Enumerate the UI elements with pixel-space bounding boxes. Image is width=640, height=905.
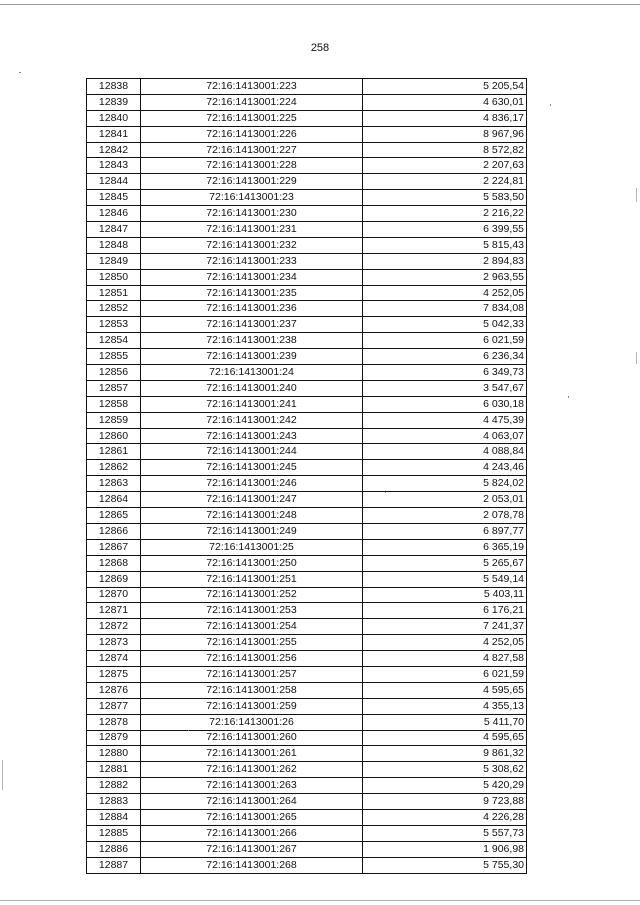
- cadastral-number-cell: 72:16:1413001:254: [141, 619, 363, 635]
- row-number-cell: 12873: [87, 635, 141, 651]
- table-row: [87, 539, 527, 555]
- row-number-cell: 12843: [87, 158, 141, 174]
- table-row: [87, 444, 527, 460]
- area-value-cell: 6 021,59: [363, 333, 527, 349]
- area-value-cell: 2 894,83: [363, 253, 527, 269]
- cadastral-number-cell: 72:16:1413001:248: [141, 508, 363, 524]
- row-number-cell: 12848: [87, 237, 141, 253]
- row-number-cell: 12842: [87, 142, 141, 158]
- row-number-cell: 12885: [87, 825, 141, 841]
- table-row: [87, 555, 527, 571]
- table-row: [87, 142, 527, 158]
- row-number-cell: 12882: [87, 778, 141, 794]
- area-value-cell: 4 836,17: [363, 110, 527, 126]
- table-row: [87, 317, 527, 333]
- row-number-cell: 12844: [87, 174, 141, 190]
- area-value-cell: 4 595,65: [363, 682, 527, 698]
- area-value-cell: 2 207,63: [363, 158, 527, 174]
- cadastral-register-table: [86, 78, 527, 874]
- row-number-cell: 12856: [87, 365, 141, 381]
- cadastral-number-cell: 72:16:1413001:253: [141, 603, 363, 619]
- area-value-cell: 4 595,65: [363, 730, 527, 746]
- table-row: [87, 762, 527, 778]
- table-row: [87, 809, 527, 825]
- area-value-cell: 6 236,34: [363, 349, 527, 365]
- table-row: [87, 571, 527, 587]
- table-row: [87, 380, 527, 396]
- cadastral-number-cell: 72:16:1413001:249: [141, 523, 363, 539]
- area-value-cell: 4 063,07: [363, 428, 527, 444]
- row-number-cell: 12861: [87, 444, 141, 460]
- row-number-cell: 12887: [87, 857, 141, 873]
- area-value-cell: 2 078,78: [363, 508, 527, 524]
- table-row: [87, 603, 527, 619]
- cadastral-number-cell: 72:16:1413001:231: [141, 222, 363, 238]
- area-value-cell: 6 399,55: [363, 222, 527, 238]
- cadastral-number-cell: 72:16:1413001:265: [141, 809, 363, 825]
- table-row: [87, 714, 527, 730]
- table-row: [87, 428, 527, 444]
- scan-speck: [188, 730, 189, 731]
- row-number-cell: 12840: [87, 110, 141, 126]
- area-value-cell: 6 365,19: [363, 539, 527, 555]
- table-row: [87, 94, 527, 110]
- table-row: [87, 682, 527, 698]
- area-value-cell: 3 547,67: [363, 380, 527, 396]
- row-number-cell: 12847: [87, 222, 141, 238]
- cadastral-number-cell: 72:16:1413001:238: [141, 333, 363, 349]
- area-value-cell: 6 021,59: [363, 666, 527, 682]
- table-row: [87, 794, 527, 810]
- scan-edge-mark: [636, 188, 637, 202]
- cadastral-number-cell: 72:16:1413001:26: [141, 714, 363, 730]
- cadastral-number-cell: 72:16:1413001:226: [141, 126, 363, 142]
- table-row: [87, 619, 527, 635]
- row-number-cell: 12860: [87, 428, 141, 444]
- row-number-cell: 12876: [87, 682, 141, 698]
- row-number-cell: 12865: [87, 508, 141, 524]
- cadastral-number-cell: 72:16:1413001:24: [141, 365, 363, 381]
- table-row: [87, 492, 527, 508]
- cadastral-number-cell: 72:16:1413001:263: [141, 778, 363, 794]
- cadastral-number-cell: 72:16:1413001:262: [141, 762, 363, 778]
- row-number-cell: 12849: [87, 253, 141, 269]
- cadastral-number-cell: 72:16:1413001:257: [141, 666, 363, 682]
- row-number-cell: 12858: [87, 396, 141, 412]
- row-number-cell: 12883: [87, 794, 141, 810]
- scan-speck: [385, 492, 386, 493]
- area-value-cell: 7 834,08: [363, 301, 527, 317]
- table-row: [87, 333, 527, 349]
- area-value-cell: 5 815,43: [363, 237, 527, 253]
- row-number-cell: 12857: [87, 380, 141, 396]
- area-value-cell: 5 557,73: [363, 825, 527, 841]
- table-row: [87, 746, 527, 762]
- row-number-cell: 12839: [87, 94, 141, 110]
- cadastral-number-cell: 72:16:1413001:266: [141, 825, 363, 841]
- area-value-cell: 5 308,62: [363, 762, 527, 778]
- area-value-cell: 4 355,13: [363, 698, 527, 714]
- area-value-cell: 5 420,29: [363, 778, 527, 794]
- table-row: [87, 158, 527, 174]
- cadastral-number-cell: 72:16:1413001:229: [141, 174, 363, 190]
- cadastral-number-cell: 72:16:1413001:258: [141, 682, 363, 698]
- scan-edge-mark: [2, 760, 3, 790]
- row-number-cell: 12841: [87, 126, 141, 142]
- cadastral-number-cell: 72:16:1413001:228: [141, 158, 363, 174]
- table-row: [87, 174, 527, 190]
- row-number-cell: 12867: [87, 539, 141, 555]
- cadastral-number-cell: 72:16:1413001:256: [141, 651, 363, 667]
- table-row: [87, 110, 527, 126]
- row-number-cell: 12854: [87, 333, 141, 349]
- area-value-cell: 4 252,05: [363, 285, 527, 301]
- scan-top-edge-line: [0, 4, 640, 5]
- scan-bottom-edge-line: [0, 900, 640, 901]
- cadastral-number-cell: 72:16:1413001:251: [141, 571, 363, 587]
- row-number-cell: 12853: [87, 317, 141, 333]
- row-number-cell: 12881: [87, 762, 141, 778]
- area-value-cell: 6 176,21: [363, 603, 527, 619]
- row-number-cell: 12866: [87, 523, 141, 539]
- area-value-cell: 2 963,55: [363, 269, 527, 285]
- table-row: [87, 190, 527, 206]
- area-value-cell: 5 583,50: [363, 190, 527, 206]
- scan-edge-mark: [636, 352, 637, 364]
- table-row: [87, 635, 527, 651]
- area-value-cell: 2 053,01: [363, 492, 527, 508]
- table-row: [87, 778, 527, 794]
- row-number-cell: 12852: [87, 301, 141, 317]
- area-value-cell: 4 088,84: [363, 444, 527, 460]
- row-number-cell: 12850: [87, 269, 141, 285]
- row-number-cell: 12879: [87, 730, 141, 746]
- area-value-cell: 8 572,82: [363, 142, 527, 158]
- row-number-cell: 12863: [87, 476, 141, 492]
- table-row: [87, 587, 527, 603]
- scan-speck: [550, 104, 551, 106]
- area-value-cell: 2 216,22: [363, 206, 527, 222]
- area-value-cell: 2 224,81: [363, 174, 527, 190]
- table-row: [87, 126, 527, 142]
- table-row: [87, 301, 527, 317]
- table-row: [87, 365, 527, 381]
- table-row: [87, 651, 527, 667]
- row-number-cell: 12871: [87, 603, 141, 619]
- row-number-cell: 12864: [87, 492, 141, 508]
- area-value-cell: 4 630,01: [363, 94, 527, 110]
- row-number-cell: 12880: [87, 746, 141, 762]
- area-value-cell: 5 755,30: [363, 857, 527, 873]
- cadastral-number-cell: 72:16:1413001:250: [141, 555, 363, 571]
- table-row: [87, 412, 527, 428]
- row-number-cell: 12874: [87, 651, 141, 667]
- cadastral-number-cell: 72:16:1413001:252: [141, 587, 363, 603]
- row-number-cell: 12884: [87, 809, 141, 825]
- cadastral-number-cell: 72:16:1413001:255: [141, 635, 363, 651]
- row-number-cell: 12870: [87, 587, 141, 603]
- row-number-cell: 12878: [87, 714, 141, 730]
- area-value-cell: 6 349,73: [363, 365, 527, 381]
- area-value-cell: 4 827,58: [363, 651, 527, 667]
- row-number-cell: 12851: [87, 285, 141, 301]
- cadastral-number-cell: 72:16:1413001:268: [141, 857, 363, 873]
- row-number-cell: 12877: [87, 698, 141, 714]
- area-value-cell: 8 967,96: [363, 126, 527, 142]
- area-value-cell: 6 897,77: [363, 523, 527, 539]
- cadastral-number-cell: 72:16:1413001:243: [141, 428, 363, 444]
- area-value-cell: 5 403,11: [363, 587, 527, 603]
- table-row: [87, 396, 527, 412]
- cadastral-number-cell: 72:16:1413001:246: [141, 476, 363, 492]
- area-value-cell: 5 042,33: [363, 317, 527, 333]
- cadastral-number-cell: 72:16:1413001:239: [141, 349, 363, 365]
- cadastral-number-cell: 72:16:1413001:259: [141, 698, 363, 714]
- area-value-cell: 5 205,54: [363, 79, 527, 95]
- cadastral-number-cell: 72:16:1413001:237: [141, 317, 363, 333]
- cadastral-number-cell: 72:16:1413001:247: [141, 492, 363, 508]
- row-number-cell: 12875: [87, 666, 141, 682]
- cadastral-number-cell: 72:16:1413001:260: [141, 730, 363, 746]
- cadastral-number-cell: 72:16:1413001:223: [141, 79, 363, 95]
- row-number-cell: 12886: [87, 841, 141, 857]
- area-value-cell: 9 861,32: [363, 746, 527, 762]
- table-row: [87, 730, 527, 746]
- cadastral-number-cell: 72:16:1413001:25: [141, 539, 363, 555]
- table-row: [87, 237, 527, 253]
- table-row: [87, 269, 527, 285]
- row-number-cell: 12838: [87, 79, 141, 95]
- cadastral-number-cell: 72:16:1413001:240: [141, 380, 363, 396]
- table-row: [87, 857, 527, 873]
- area-value-cell: 9 723,88: [363, 794, 527, 810]
- table-row: [87, 206, 527, 222]
- table-row: [87, 698, 527, 714]
- area-value-cell: 4 252,05: [363, 635, 527, 651]
- table-row: [87, 523, 527, 539]
- cadastral-number-cell: 72:16:1413001:244: [141, 444, 363, 460]
- cadastral-number-cell: 72:16:1413001:234: [141, 269, 363, 285]
- row-number-cell: 12862: [87, 460, 141, 476]
- cadastral-number-cell: 72:16:1413001:235: [141, 285, 363, 301]
- cadastral-number-cell: 72:16:1413001:224: [141, 94, 363, 110]
- page-number: 258: [310, 42, 330, 54]
- area-value-cell: 5 549,14: [363, 571, 527, 587]
- table-row: [87, 825, 527, 841]
- row-number-cell: 12845: [87, 190, 141, 206]
- table-row: [87, 285, 527, 301]
- cadastral-number-cell: 72:16:1413001:236: [141, 301, 363, 317]
- cadastral-number-cell: 72:16:1413001:23: [141, 190, 363, 206]
- area-value-cell: 6 030,18: [363, 396, 527, 412]
- table-row: [87, 508, 527, 524]
- area-value-cell: 4 226,28: [363, 809, 527, 825]
- area-value-cell: 1 906,98: [363, 841, 527, 857]
- row-number-cell: 12868: [87, 555, 141, 571]
- scan-speck: [568, 396, 569, 398]
- cadastral-number-cell: 72:16:1413001:267: [141, 841, 363, 857]
- table-row: [87, 79, 527, 95]
- cadastral-number-cell: 72:16:1413001:233: [141, 253, 363, 269]
- cadastral-number-cell: 72:16:1413001:241: [141, 396, 363, 412]
- table-row: [87, 666, 527, 682]
- area-value-cell: 4 475,39: [363, 412, 527, 428]
- cadastral-number-cell: 72:16:1413001:225: [141, 110, 363, 126]
- table-row: [87, 253, 527, 269]
- table-row: [87, 460, 527, 476]
- area-value-cell: 7 241,37: [363, 619, 527, 635]
- table-row: [87, 841, 527, 857]
- row-number-cell: 12855: [87, 349, 141, 365]
- cadastral-number-cell: 72:16:1413001:227: [141, 142, 363, 158]
- scan-speck: [19, 72, 21, 73]
- row-number-cell: 12859: [87, 412, 141, 428]
- cadastral-number-cell: 72:16:1413001:230: [141, 206, 363, 222]
- cadastral-number-cell: 72:16:1413001:245: [141, 460, 363, 476]
- table-row: [87, 349, 527, 365]
- row-number-cell: 12872: [87, 619, 141, 635]
- row-number-cell: 12869: [87, 571, 141, 587]
- table-row: [87, 222, 527, 238]
- cadastral-number-cell: 72:16:1413001:242: [141, 412, 363, 428]
- cadastral-number-cell: 72:16:1413001:264: [141, 794, 363, 810]
- area-value-cell: 5 824,02: [363, 476, 527, 492]
- table-row: [87, 476, 527, 492]
- register-table-body: [87, 79, 527, 874]
- cadastral-number-cell: 72:16:1413001:261: [141, 746, 363, 762]
- row-number-cell: 12846: [87, 206, 141, 222]
- area-value-cell: 5 411,70: [363, 714, 527, 730]
- cadastral-number-cell: 72:16:1413001:232: [141, 237, 363, 253]
- area-value-cell: 4 243,46: [363, 460, 527, 476]
- area-value-cell: 5 265,67: [363, 555, 527, 571]
